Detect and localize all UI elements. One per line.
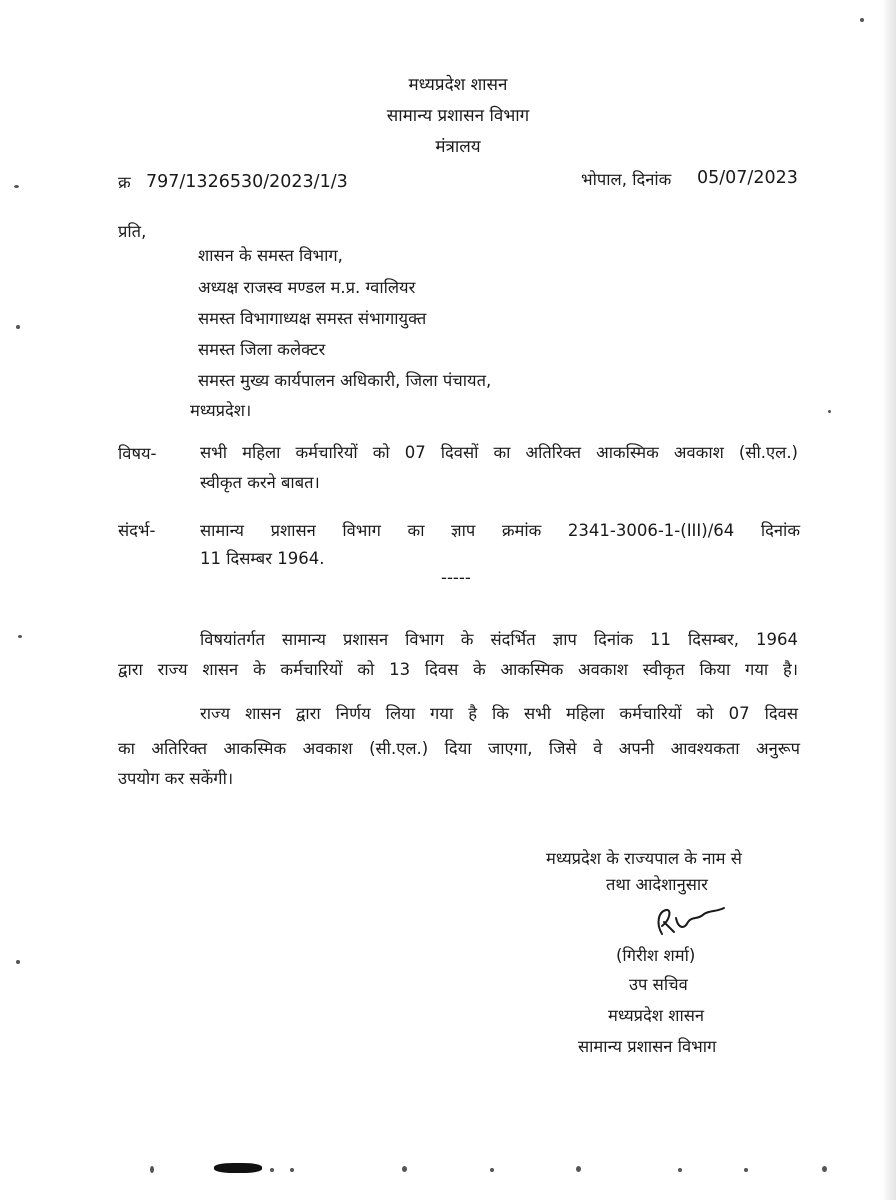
signatory-org: मध्यप्रदेश शासन bbox=[608, 1006, 705, 1025]
scan-mark bbox=[822, 1166, 827, 1172]
scan-mark bbox=[16, 325, 20, 329]
recipient-line: समस्त जिला कलेक्टर bbox=[198, 340, 326, 359]
subject-line: स्वीकृत करने बाबत। bbox=[200, 473, 320, 492]
scan-mark bbox=[270, 1168, 274, 1172]
scan-mark bbox=[402, 1166, 407, 1172]
header-department: सामान्य प्रशासन विभाग bbox=[386, 106, 530, 126]
recipient-line: अध्यक्ष राजस्व मण्डल म.प्र. ग्वालियर bbox=[198, 278, 416, 297]
scan-mark bbox=[290, 1168, 294, 1172]
recipient-line: समस्त मुख्य कार्यपालन अधिकारी, जिला पंचायत, bbox=[198, 371, 492, 390]
reference-line: 11 दिसम्बर 1964. bbox=[200, 549, 325, 568]
body-line: विषयांतर्गत सामान्य प्रशासन विभाग के संदर्भित ज्ञाप दिनांक 11 दिसम्बर, 1964 bbox=[200, 630, 798, 649]
to-label: प्रति, bbox=[118, 222, 147, 241]
scan-mark bbox=[678, 1168, 682, 1172]
ref-prefix: क्र bbox=[118, 173, 131, 192]
scan-mark bbox=[18, 635, 22, 638]
scan-mark bbox=[744, 1168, 748, 1172]
header-government: मध्यप्रदेश शासन bbox=[408, 75, 508, 95]
letter-date: 05/07/2023 bbox=[697, 168, 798, 188]
signatory-department: सामान्य प्रशासन विभाग bbox=[578, 1037, 717, 1056]
body-line: उपयोग कर सकेंगी। bbox=[118, 769, 234, 788]
body-line: द्वारा राज्य शासन के कर्मचारियों को 13 दिवस के आकस्मिक अवकाश स्वीकृत किया गया है। bbox=[118, 660, 798, 679]
recipient-line: समस्त विभागाध्यक्ष समस्त संभागायुक्त bbox=[198, 309, 427, 328]
page-edge-shadow bbox=[882, 0, 896, 1200]
scan-mark bbox=[16, 960, 20, 964]
scan-mark bbox=[576, 1166, 581, 1172]
scan-mark bbox=[860, 18, 864, 22]
scan-mark bbox=[150, 1166, 154, 1173]
place-date-label: भोपाल, दिनांक bbox=[581, 170, 672, 189]
reference-line: सामान्य प्रशासन विभाग का ज्ञाप क्रमांक 2341-3006-1-(III)/64 दिनांक bbox=[200, 521, 800, 540]
signatory-designation: उप सचिव bbox=[629, 975, 688, 994]
scan-mark bbox=[14, 185, 19, 188]
body-line: राज्य शासन द्वारा निर्णय लिया गया है कि सभी महिला कर्मचारियों को 07 दिवस bbox=[200, 704, 798, 723]
divider: ----- bbox=[441, 568, 471, 587]
scan-mark bbox=[490, 1168, 494, 1172]
signatory-name: (गिरीश शर्मा) bbox=[616, 946, 696, 965]
scan-smudge bbox=[214, 1163, 262, 1173]
header-ministry: मंत्रालय bbox=[435, 137, 481, 157]
recipient-line: शासन के समस्त विभाग, bbox=[198, 246, 343, 265]
reference-label: संदर्भ- bbox=[118, 521, 156, 540]
subject-label: विषय- bbox=[118, 444, 157, 463]
recipient-line: मध्यप्रदेश। bbox=[190, 401, 252, 420]
scan-mark bbox=[828, 410, 831, 413]
handwritten-signature bbox=[648, 904, 728, 944]
on-behalf-line: मध्यप्रदेश के राज्यपाल के नाम से bbox=[546, 849, 742, 868]
ref-number: 797/1326530/2023/1/3 bbox=[146, 172, 348, 192]
body-line: का अतिरिक्त आकस्मिक अवकाश (सी.एल.) दिया जाएगा, जिसे वे अपनी आवश्यकता अनुरूप bbox=[118, 739, 800, 758]
on-behalf-line: तथा आदेशानुसार bbox=[606, 875, 708, 894]
subject-line: सभी महिला कर्मचारियों को 07 दिवसों का अतिरिक्त आकस्मिक अवकाश (सी.एल.) bbox=[200, 443, 798, 462]
